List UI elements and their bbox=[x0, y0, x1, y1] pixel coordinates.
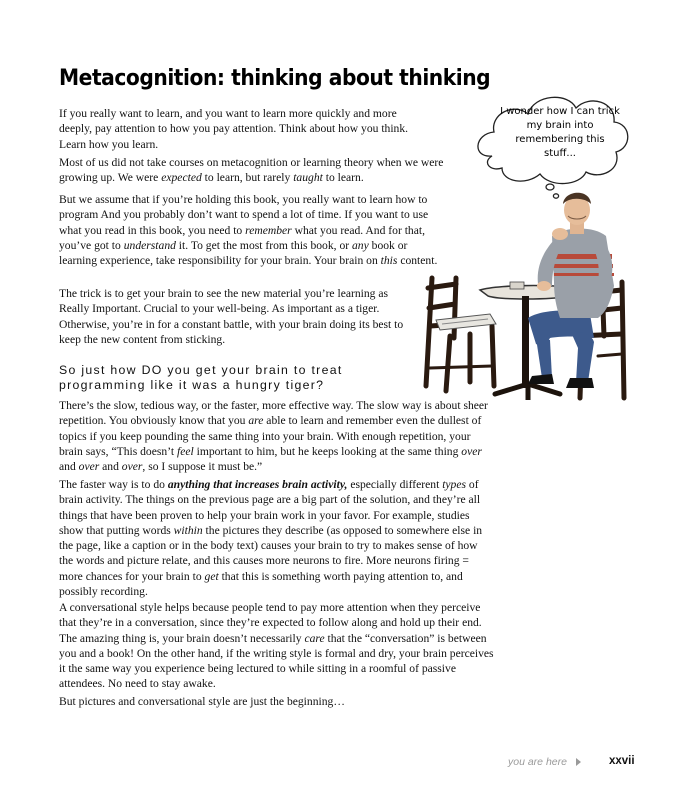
left-chair bbox=[426, 278, 494, 391]
thinking-man bbox=[528, 193, 614, 388]
page-title: Metacognition: thinking about thinking bbox=[59, 66, 491, 91]
arrow-right-icon bbox=[576, 758, 581, 766]
paragraph-7: A conversational style helps because people tend to pay more attention when they perceive that they’re in a conversation, since they’re expected to follow along and hold up their end. The amazing thing is, your brain doesn’t necessarily care that the “conversation” is between you and a book! On the other hand, if the writing style is formal and dry, your brain perceives it the same way you experience being lectured to while sitting in a roomful of passive attendees. No need to stay awake. bbox=[59, 601, 494, 691]
paragraph-4: The trick is to get your brain to see the new material you’re learning as Really Important. Crucial to your well-being. As important as a tiger. Otherwise, you’re in for a constant battle, with your brain doing its best to keep the new content from sticking. bbox=[59, 287, 404, 346]
paragraph-5: There’s the slow, tedious way, or the faster, more effective way. The slow way is about sheer repetition. You obviously know that you are able to learn and remember even the dullest of topics if you keep pounding the same thing into your brain. With enough repetition, your brain says, “This doesn’t feel important to him, but he keeps looking at the same thing over and over and over, so I suppose it must be.” bbox=[59, 399, 488, 474]
thought-bubble-text: I wonder how I can trick my brain into remembering this stuff... bbox=[500, 106, 620, 159]
section-subheading: So just how DO you get your brain to treat programming like it was a hungry tiger? bbox=[59, 363, 343, 392]
page-number: xxvii bbox=[609, 755, 635, 767]
paragraph-6: The faster way is to do anything that increases brain activity, especially different types of brain activity. The things on the previous page are a big part of the solution, and they’re all things that have been proven to help your brain work in your favor. For example, studies show that putting words within the pictures they describe (as opposed to somewhere else in the page, like a caption or in the body text) causes your brain to try to makes sense of how the words and picture relate, and this causes more neurons to fire. More neurons firing = more chances for your brain to get that this is something worth paying attention to, and possibly recording. bbox=[59, 478, 483, 599]
paragraph-3: But we assume that if you’re holding this book, you really want to learn how to program And you probably don’t want to spend a lot of time. If you want to use what you read in this book, you need to remember what you read. And for that, you’ve got to understand it. To get the most from this book, or any book or learning experience, take responsibility for your brain. Your brain on this content. bbox=[59, 193, 438, 268]
paragraph-8: But pictures and conversational style are just the beginning… bbox=[59, 695, 345, 708]
paragraph-2: Most of us did not take courses on metacognition or learning theory when we were growing up. We were expected to learn, but rarely taught to learn. bbox=[59, 156, 444, 185]
paragraph-1: If you really want to learn, and you want to learn more quickly and more deeply, pay attention to how you pay attention. Think about how you think. Learn how you learn. bbox=[59, 107, 409, 151]
footer-you-are-here: you are here bbox=[508, 756, 567, 768]
newspaper bbox=[436, 314, 496, 330]
